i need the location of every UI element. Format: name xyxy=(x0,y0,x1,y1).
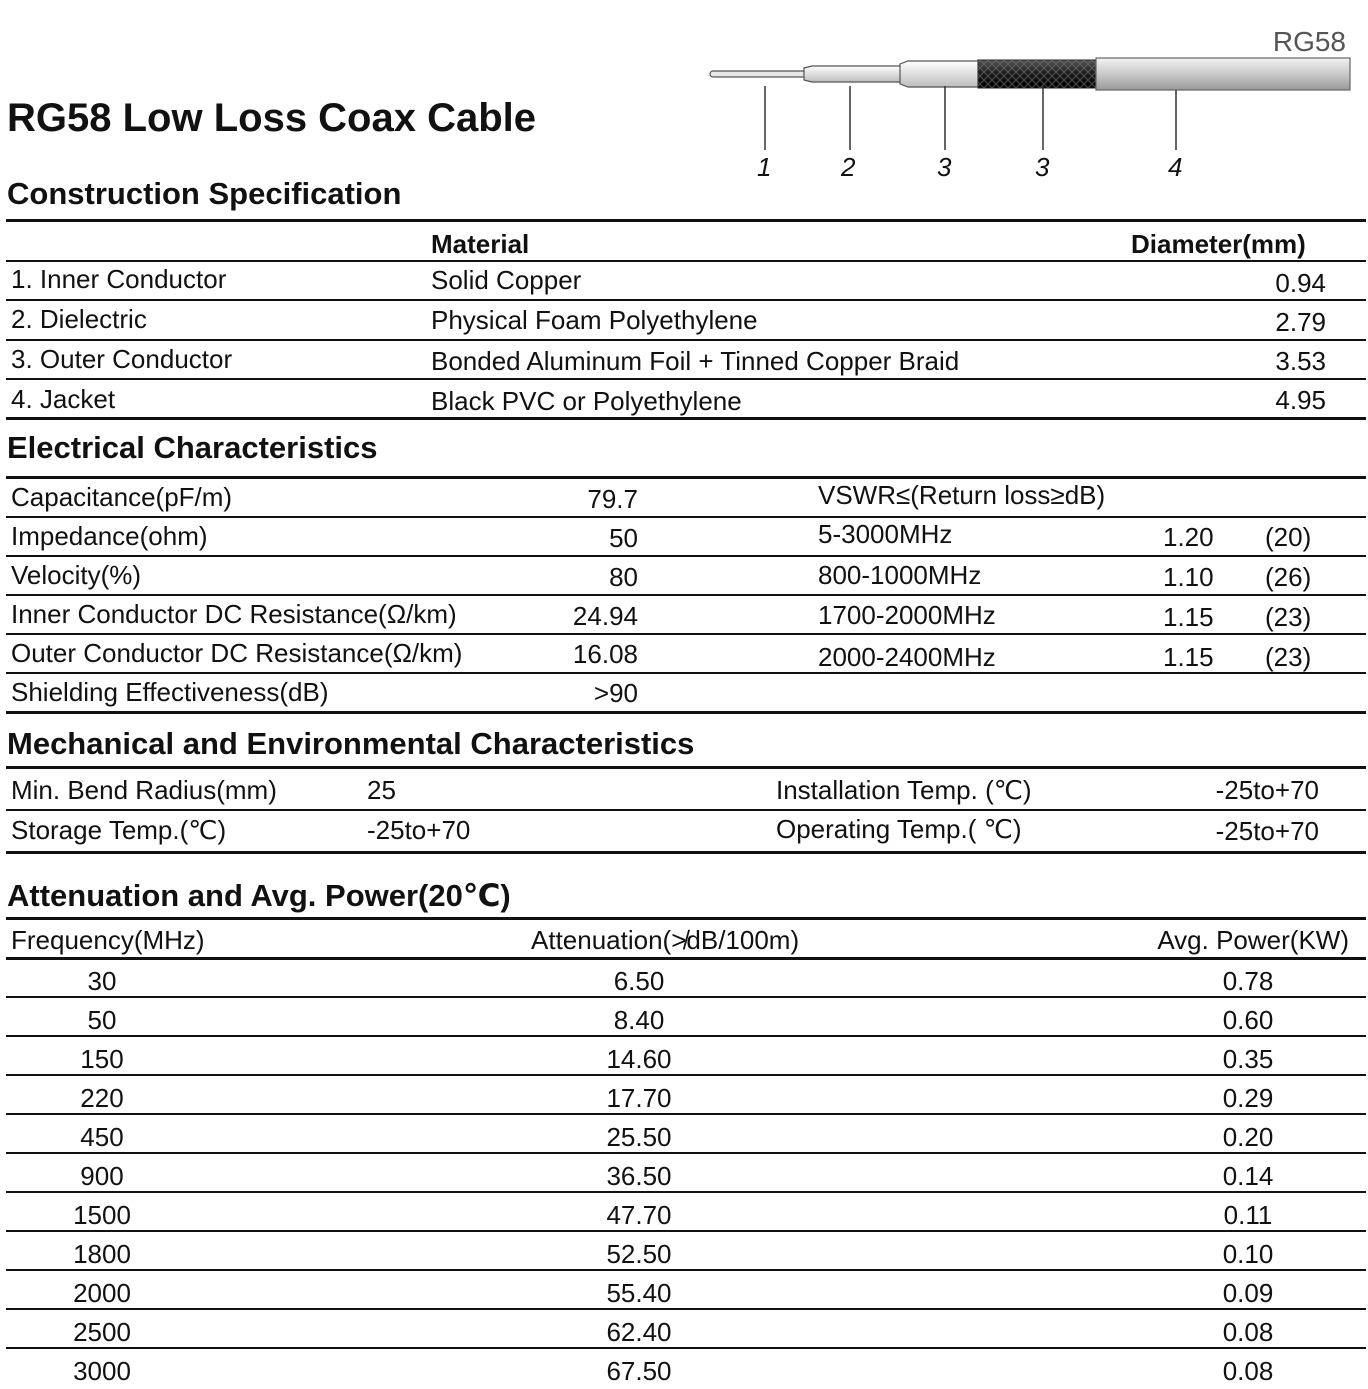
avg-power-cell: 0.20 xyxy=(1222,1122,1274,1152)
elec-name: Inner Conductor DC Resistance(Ω/km) xyxy=(11,599,457,629)
attenuation-cell: 67.50 xyxy=(606,1356,672,1386)
avg-power-cell: 0.08 xyxy=(1222,1317,1274,1347)
mechanical-heading: Mechanical and Environmental Characteristics xyxy=(7,726,695,761)
mech-value: -25to+70 xyxy=(1215,816,1319,846)
attenuation-cell: 6.50 xyxy=(613,966,665,996)
vswr-value: 1.15 xyxy=(1163,642,1214,672)
callout-1: 1 xyxy=(757,152,772,182)
diameter-value: 0.94 xyxy=(1275,268,1326,298)
jacket-shape xyxy=(1096,58,1350,90)
frequency-cell: 30 xyxy=(87,966,117,996)
vswr-band: 2000-2400MHz xyxy=(818,642,996,672)
elec-name: Capacitance(pF/m) xyxy=(11,482,233,512)
inner-conductor-shape xyxy=(710,71,810,77)
mech-key: Min. Bend Radius(mm) xyxy=(11,775,277,805)
vswr-band: 5-3000MHz xyxy=(818,519,953,549)
cable-type-label: RG58 xyxy=(1272,26,1346,57)
material-value: Bonded Aluminum Foil + Tinned Copper Braid xyxy=(431,346,960,376)
vswr-value: 1.15 xyxy=(1163,602,1214,632)
vswr-band: 1700-2000MHz xyxy=(818,600,996,630)
vswr-header: VSWR≤(Return loss≥dB) xyxy=(818,480,1106,510)
part-name: 3. Outer Conductor xyxy=(11,344,233,374)
diameter-header: Diameter(mm) xyxy=(1131,229,1306,259)
frequency-cell: 1500 xyxy=(73,1200,131,1230)
elec-name: Outer Conductor DC Resistance(Ω/km) xyxy=(11,638,463,668)
mech-key: Operating Temp.( ℃) xyxy=(776,814,1022,844)
elec-value: 79.7 xyxy=(587,484,638,514)
elec-value: 80 xyxy=(609,562,638,592)
avg-power-cell: 0.09 xyxy=(1222,1278,1274,1308)
return-loss-value: (23) xyxy=(1265,642,1312,672)
elec-name: Shielding Effectiveness(dB) xyxy=(11,677,329,707)
avg-power-cell: 0.14 xyxy=(1222,1161,1274,1191)
vswr-value: 1.20 xyxy=(1163,522,1214,552)
mech-key: Storage Temp.(℃) xyxy=(11,815,227,845)
freq-header: Frequency(MHz) xyxy=(11,925,205,955)
cable-cross-section-illustration xyxy=(700,20,1368,190)
attenuation-cell: 36.50 xyxy=(606,1161,672,1191)
frequency-cell: 450 xyxy=(80,1122,124,1152)
avg-power-cell: 0.10 xyxy=(1222,1239,1274,1269)
attenuation-heading: Attenuation and Avg. Power(20℃) xyxy=(7,878,511,913)
diameter-value: 2.79 xyxy=(1275,307,1326,337)
mech-value: -25to+70 xyxy=(367,815,471,845)
avg-power-cell: 0.29 xyxy=(1222,1083,1274,1113)
frequency-cell: 2000 xyxy=(73,1278,131,1308)
elec-value: 50 xyxy=(609,523,638,553)
power-header: Avg. Power(KW) xyxy=(1157,925,1349,955)
attenuation-cell: 25.50 xyxy=(606,1122,672,1152)
attenuation-cell: 14.60 xyxy=(606,1044,672,1074)
construction-heading: Construction Specification xyxy=(7,176,402,211)
avg-power-cell: 0.78 xyxy=(1222,966,1274,996)
material-value: Solid Copper xyxy=(431,265,582,295)
mech-key: Installation Temp. (℃) xyxy=(776,775,1032,805)
elec-name: Velocity(%) xyxy=(11,560,142,590)
part-name: 1. Inner Conductor xyxy=(11,264,227,294)
callout-3a: 3 xyxy=(937,152,952,182)
frequency-cell: 3000 xyxy=(73,1356,131,1386)
return-loss-value: (20) xyxy=(1265,522,1312,552)
foil-shape xyxy=(900,61,982,87)
elec-value: 16.08 xyxy=(572,639,638,669)
att-header: Attenuation(≯dB/100m) xyxy=(531,925,800,955)
callout-4: 4 xyxy=(1168,152,1183,182)
attenuation-cell: 55.40 xyxy=(606,1278,672,1308)
part-name: 2. Dielectric xyxy=(11,304,147,334)
attenuation-cell: 47.70 xyxy=(606,1200,672,1230)
frequency-cell: 2500 xyxy=(73,1317,131,1347)
mech-value: -25to+70 xyxy=(1215,775,1319,805)
avg-power-cell: 0.60 xyxy=(1222,1005,1274,1035)
attenuation-cell: 17.70 xyxy=(606,1083,672,1113)
diameter-value: 3.53 xyxy=(1275,346,1326,376)
frequency-cell: 900 xyxy=(80,1161,124,1191)
avg-power-cell: 0.08 xyxy=(1222,1356,1274,1386)
dielectric-shape xyxy=(804,66,905,82)
diameter-value: 4.95 xyxy=(1275,385,1326,415)
return-loss-value: (23) xyxy=(1265,602,1312,632)
avg-power-cell: 0.11 xyxy=(1223,1200,1273,1230)
return-loss-value: (26) xyxy=(1265,562,1312,592)
frequency-cell: 220 xyxy=(80,1083,124,1113)
elec-value: 24.94 xyxy=(572,601,638,631)
frequency-cell: 50 xyxy=(87,1005,117,1035)
material-value: Physical Foam Polyethylene xyxy=(431,305,758,335)
part-name: 4. Jacket xyxy=(11,384,116,414)
vswr-band: 800-1000MHz xyxy=(818,560,982,590)
callout-3b: 3 xyxy=(1035,152,1050,182)
attenuation-cell: 62.40 xyxy=(606,1317,672,1347)
vswr-value: 1.10 xyxy=(1163,562,1214,592)
frequency-cell: 150 xyxy=(80,1044,124,1074)
page-title: RG58 Low Loss Coax Cable xyxy=(7,96,537,140)
callout-2: 2 xyxy=(841,152,856,182)
attenuation-cell: 52.50 xyxy=(606,1239,672,1269)
elec-name: Impedance(ohm) xyxy=(11,521,208,551)
mech-value: 25 xyxy=(367,775,396,805)
elec-value: >90 xyxy=(593,678,638,708)
material-value: Black PVC or Polyethylene xyxy=(431,386,742,416)
cable-diagram xyxy=(700,20,1368,190)
frequency-cell: 1800 xyxy=(73,1239,131,1269)
avg-power-cell: 0.35 xyxy=(1222,1044,1274,1074)
electrical-heading: Electrical Characteristics xyxy=(7,430,378,465)
material-header: Material xyxy=(431,229,530,259)
attenuation-cell: 8.40 xyxy=(613,1005,665,1035)
